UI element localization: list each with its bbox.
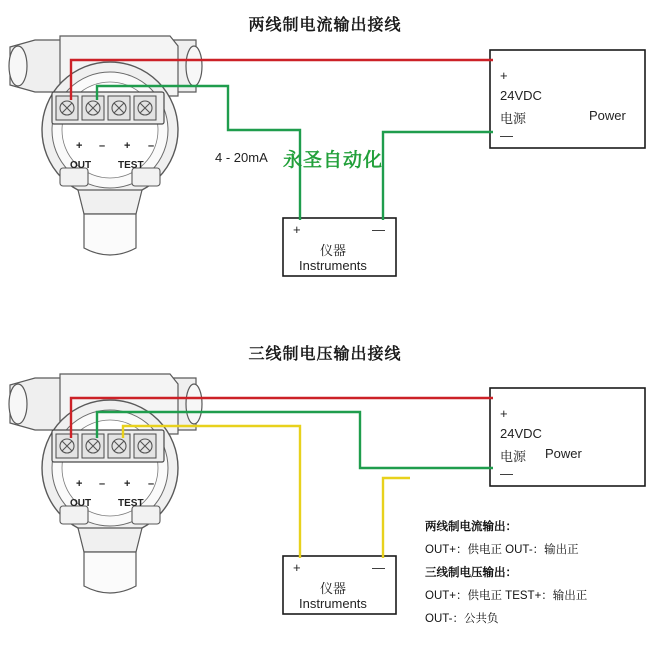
terminal-mark-3-bottom: + [124,478,131,490]
instrument-minus-top: — [372,222,385,237]
power-cn-top: 电源 [500,111,527,126]
terminal-mark-1-top: + [76,140,83,152]
power-minus-bottom: — [500,466,513,481]
legend-line-2: OUT+：供电正 OUT-：输出正 [425,544,579,556]
instrument-cn-top: 仪器 [320,243,347,258]
legend-block [425,516,587,631]
instrument-plus-top: + [293,222,301,237]
power-en-bottom: Power [545,446,582,461]
signal-range-label: 4 - 20mA [215,150,268,165]
terminal-mark-4-bottom: – [148,478,155,490]
instrument-plus-bottom: + [293,560,301,575]
power-plus-bottom: + [500,406,508,421]
legend-line-5: OUT-：公共负 [425,613,499,625]
legend-line-1: 两线制电流输出： [425,521,517,533]
power-cn-bottom: 电源 [500,449,527,464]
power-voltage-top: 24VDC [500,88,542,103]
terminal-mark-3-top: + [124,140,131,152]
watermark-text: 永圣自动化 [283,150,384,171]
instrument-minus-bottom: — [372,560,385,575]
test-label-bottom: TEST [118,498,144,509]
instrument-en-top: Instruments [299,258,367,273]
terminal-mark-1-bottom: + [76,478,83,490]
page-title-top: 两线制电流输出接线 [248,17,402,34]
terminal-mark-2-bottom: – [99,478,106,490]
out-label-top: OUT [70,160,92,171]
power-en-top: Power [589,108,626,123]
power-voltage-bottom: 24VDC [500,426,542,441]
legend-line-4: OUT+：供电正 TEST+：输出正 [425,590,588,602]
instrument-cn-bottom: 仪器 [320,581,347,596]
terminal-mark-2-top: – [99,140,106,152]
page-title-bottom: 三线制电压输出接线 [248,346,402,363]
out-label-bottom: OUT [70,498,92,509]
terminal-mark-4-top: – [148,140,155,152]
instrument-en-bottom: Instruments [299,596,367,611]
power-plus-top: + [500,68,508,83]
test-label-top: TEST [118,160,144,171]
legend-line-3: 三线制电压输出： [425,567,517,579]
power-minus-top: — [500,128,513,143]
